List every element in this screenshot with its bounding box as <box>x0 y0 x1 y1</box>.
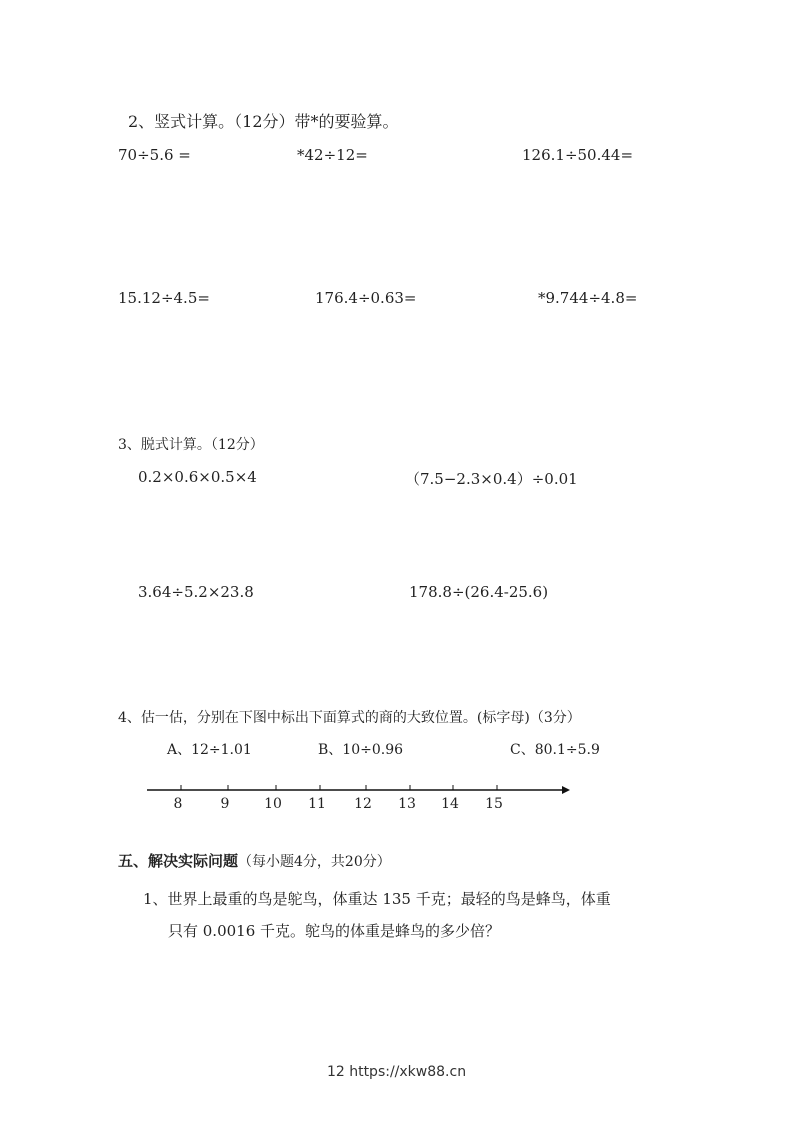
tick-label: 11 <box>308 796 326 812</box>
option-c: C、80.1÷5.9 <box>510 742 600 758</box>
section2-heading: 2、竖式计算。（12分）带*的要验算。 <box>128 112 399 131</box>
footer: 12 https://xkw88.cn <box>326 1064 467 1080</box>
tick-label: 10 <box>264 796 282 812</box>
problem: 70÷5.6 = <box>118 146 191 164</box>
tick-label: 14 <box>441 796 459 812</box>
problem: 3.64÷5.2×23.8 <box>138 583 254 601</box>
problem: *9.744÷4.8= <box>538 289 638 307</box>
section3-heading: 3、脱式计算。（12分） <box>118 437 264 453</box>
question-1-line2: 只有 0.0016 千克。鸵鸟的体重是蜂鸟的多少倍？ <box>168 922 501 940</box>
tick-label: 8 <box>173 796 183 812</box>
problem: （7.5−2.3×0.4）÷0.01 <box>405 470 578 488</box>
part5-title: 五、解决实际问题 <box>118 852 239 870</box>
tick-label: 12 <box>354 796 372 812</box>
part5-heading <box>118 850 391 871</box>
problem: *42÷12= <box>297 146 368 164</box>
problem: 176.4÷0.63= <box>315 289 417 307</box>
arrow-head-icon <box>562 786 570 794</box>
problem: 0.2×0.6×0.5×4 <box>138 468 257 486</box>
problem: 178.8÷(26.4-25.6) <box>409 583 549 601</box>
option-a: A、12÷1.01 <box>167 742 252 758</box>
section4-heading: 4、估一估，分别在下图中标出下面算式的商的大致位置。(标字母)（3分） <box>118 710 581 726</box>
problem: 126.1÷50.44= <box>522 146 634 164</box>
option-b: B、10÷0.96 <box>318 742 404 758</box>
problem: 15.12÷4.5= <box>118 289 210 307</box>
tick-label: 9 <box>220 796 230 812</box>
part5-note: （每小题4分，共20分） <box>238 854 391 870</box>
question-1-line1: 1、世界上最重的鸟是鸵鸟，体重达 135 千克；最轻的鸟是蜂鸟，体重 <box>143 890 611 908</box>
tick-label: 15 <box>485 796 503 812</box>
tick-label: 13 <box>398 796 416 812</box>
